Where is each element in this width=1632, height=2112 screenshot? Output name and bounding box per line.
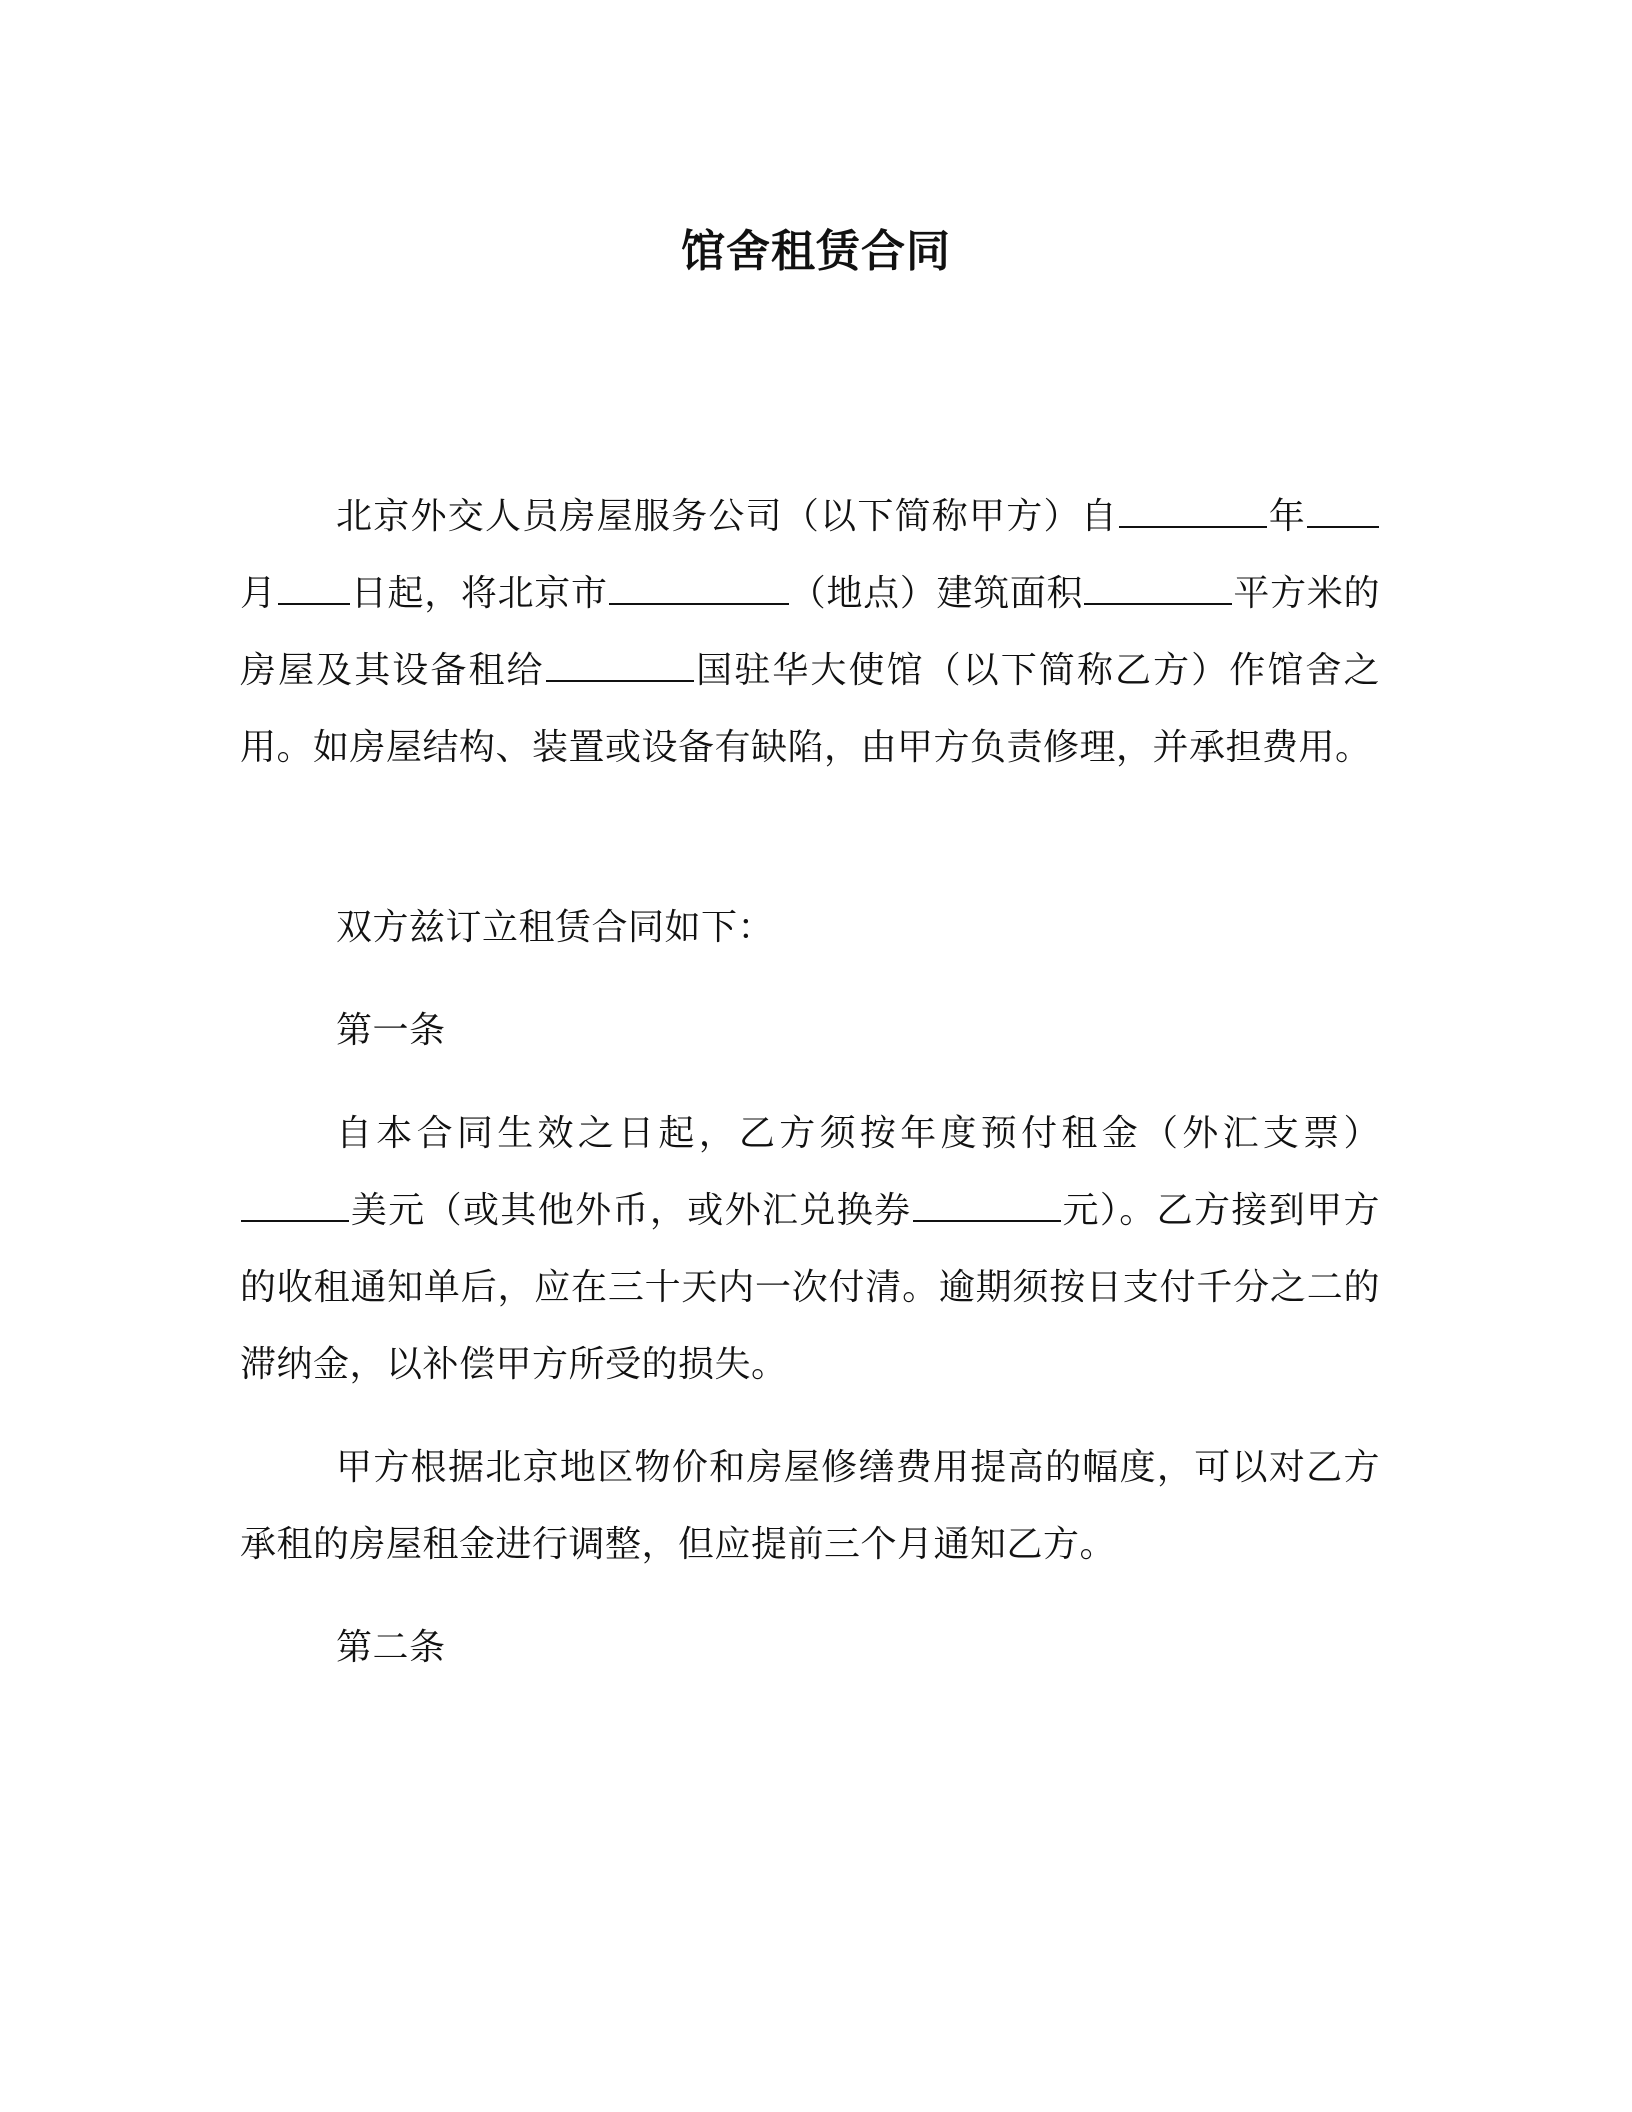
article-1-text-2: 美元（或其他外币，或外汇兑换券: [350, 1190, 912, 1231]
blank-area[interactable]: [1084, 571, 1232, 605]
article-1-heading: 第一条: [336, 1010, 446, 1051]
intro-text-5: （地点）建筑面积: [789, 573, 1084, 614]
article-1-paragraph-2: [240, 1429, 1380, 1583]
blank-location[interactable]: [609, 571, 789, 605]
article-1-text-3: 元）。乙方接到甲方的收租通知单后，应在三十天内一次付清。逾期须按日支付千分之二的滞纳金，以补偿甲方所受的损失。: [240, 1190, 1380, 1385]
agreement-paragraph: [240, 889, 1380, 966]
article-1-paragraph-1: [240, 1095, 1380, 1403]
article-2-heading: 第二条: [336, 1627, 446, 1668]
blank-year[interactable]: [1119, 494, 1267, 528]
article-1-text-1: 自本合同生效之日起，乙方须按年度预付租金（外汇支票）: [336, 1113, 1380, 1154]
blank-day[interactable]: [278, 571, 350, 605]
intro-paragraph: [240, 478, 1380, 786]
article-1-text-4: 甲方根据北京地区物价和房屋修缮费用提高的幅度，可以对乙方承租的房屋租金进行调整，但应提前三个月通知乙方。: [240, 1447, 1380, 1565]
blank-country[interactable]: [546, 648, 694, 682]
article-1-heading-block: [240, 992, 1380, 1069]
blank-fec-amount[interactable]: [913, 1188, 1061, 1222]
agreement-line: 双方兹订立租赁合同如下：: [336, 907, 775, 948]
article-2-heading-block: [240, 1609, 1380, 1686]
intro-text-3: 月: [240, 573, 277, 614]
intro-text-7: 国驻华大使馆（以下简称乙方）作馆舍之用。如房屋结构、装置或设备有缺陷，由甲方负责修理，并承担费用。: [240, 650, 1380, 768]
blank-usd-amount[interactable]: [241, 1188, 349, 1222]
document-title: 馆舍租赁合同: [681, 226, 951, 277]
intro-text-6: 平方米的房屋及其设备租给: [240, 573, 1380, 691]
intro-text-4: 日起，将北京市: [350, 573, 608, 614]
intro-text-2: 年: [1268, 496, 1306, 537]
blank-month[interactable]: [1307, 494, 1379, 528]
intro-text-1: 北京外交人员房屋服务公司（以下简称甲方）自: [336, 496, 1118, 537]
